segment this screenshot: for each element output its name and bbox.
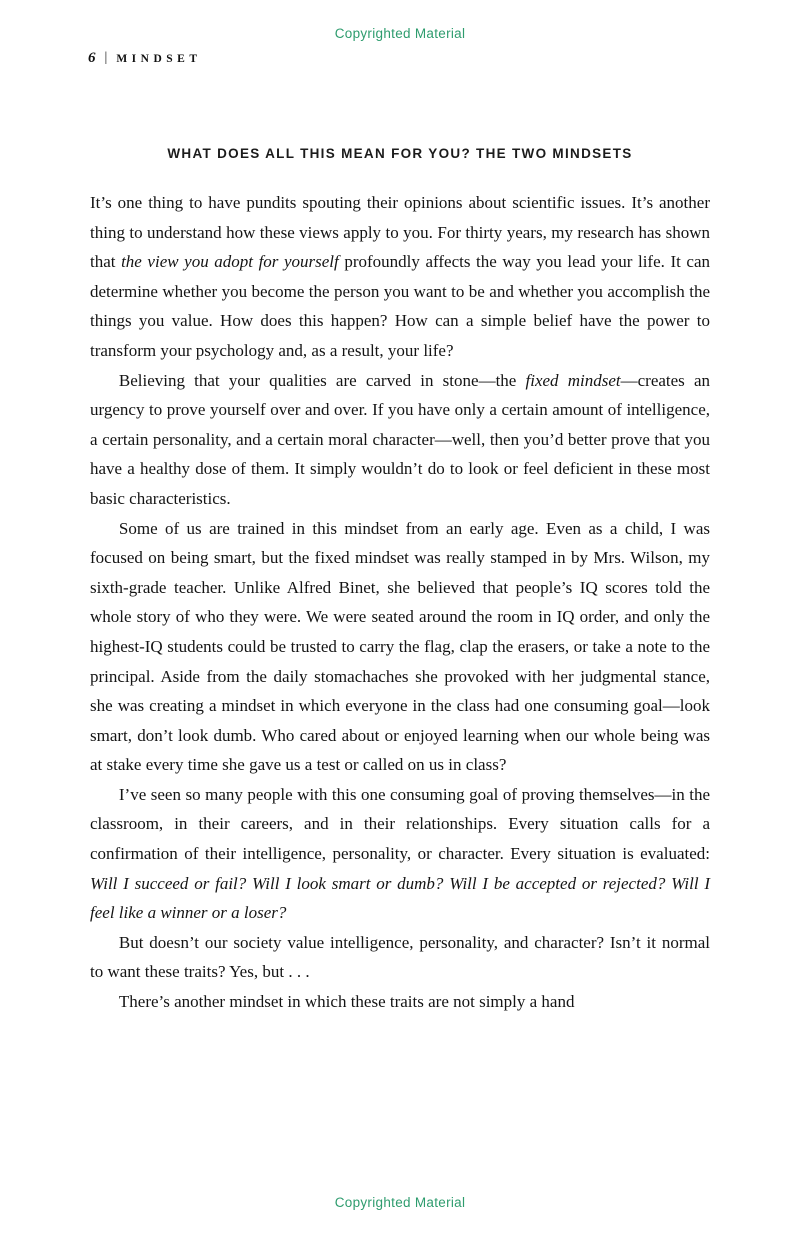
running-header xyxy=(88,50,202,67)
section-heading: WHAT DOES ALL THIS MEAN FOR YOU? THE TWO MINDSETS xyxy=(167,146,633,161)
paragraph xyxy=(90,188,710,366)
text-run: profoundly affects the way you lead your life. It can determine whether you become the person you want to be and whether you accomplish the things you value. How does this happen? How can a simple belief have the power to transform your psychology and, as a result, your life? xyxy=(90,252,710,360)
text-run: But doesn’t our society value intelligence, personality, and character? Isn’t it normal to want these traits? Yes, but . . . xyxy=(90,932,710,982)
text-run: —creates an urgency to prove yourself over and over. If you have only a certain amount of intelligence, a certain personality, and a certain moral character—well, then you’d better prove that you have a healthy dose of them. It simply wouldn’t do to look or feel deficient in these most basic characteristics. xyxy=(90,370,711,508)
paragraph xyxy=(90,780,710,928)
text-run: Believing that your qualities are carved in stone—the xyxy=(118,370,526,390)
book-title: MINDSET xyxy=(116,53,202,65)
text-run: It’s one thing to have pundits spouting their opinions about scientific issues. It’s another thing to understand how these views apply to you. For thirty years, my research has shown that xyxy=(90,193,710,272)
copyright-notice-bottom: Copyrighted Material xyxy=(334,1195,466,1210)
text-run: Some of us are trained in this mindset from an early age. Even as a child, I was focused on being smart, but the fixed mindset was really stamped in by Mrs. Wilson, my sixth-grade teacher. Unlike Alfred Binet, she believed that people’s IQ scores told the whole story of who they were. We were seated around the room in IQ order, and only the highest-IQ students could be trusted to carry the flag, clap the erasers, or take a note to the principal. Aside from the daily stomachaches she provoked with her judgmental stance, she was creating a mindset in which everyone in the class had one consuming goal—look smart, don’t look dumb. Who cared about or enjoyed learning when our whole being was at stake every time she gave us a test or called on us in class? xyxy=(90,518,710,775)
italic-text-run: Will I succeed or fail? Will I look smart or dumb? Will I be accepted or rejected? Will I feel like a winner or a loser? xyxy=(90,873,710,923)
body-text xyxy=(90,188,710,1017)
copyright-notice-top: Copyrighted Material xyxy=(334,26,466,41)
paragraph xyxy=(90,928,710,987)
paragraph xyxy=(90,366,710,514)
italic-text-run: fixed mindset xyxy=(525,370,621,390)
page-number: 6 xyxy=(88,50,96,66)
italic-text-run: the view you adopt for yourself xyxy=(121,252,339,272)
paragraph xyxy=(90,514,710,780)
paragraph xyxy=(90,987,710,1017)
text-run: I’ve seen so many people with this one consuming goal of proving themselves—in the classroom, in their careers, and in their relationships. Every situation calls for a confirmation of their intelligence, personality, or character. Every situation is evaluated: xyxy=(90,784,710,864)
header-separator: | xyxy=(104,50,108,65)
text-run: There’s another mindset in which these traits are not simply a hand xyxy=(118,992,575,1012)
